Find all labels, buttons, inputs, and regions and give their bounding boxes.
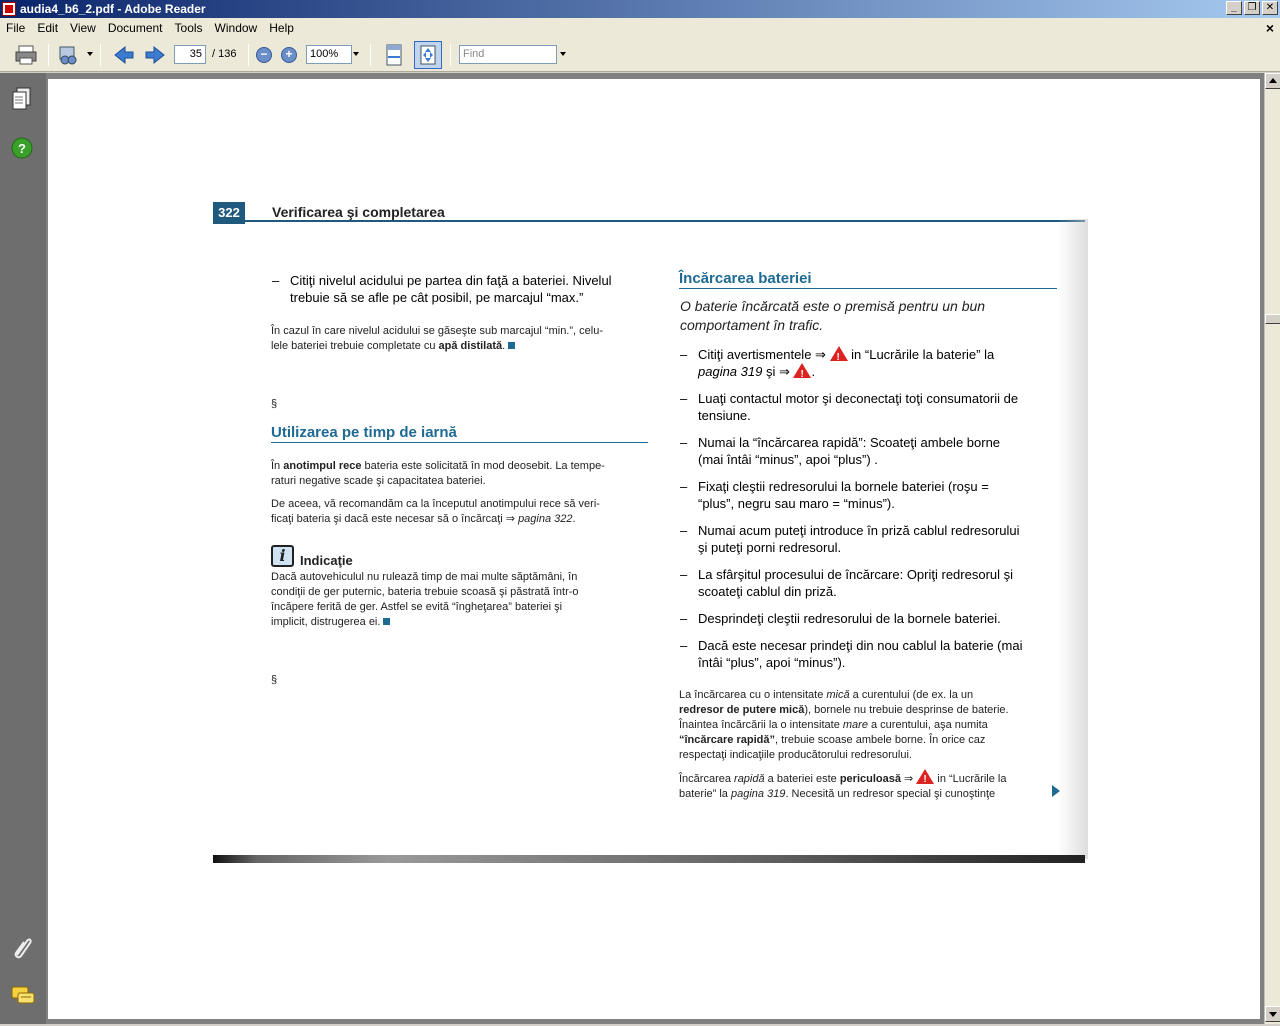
arrow-left-icon (113, 45, 135, 65)
page-bottom-edge (213, 855, 1085, 863)
window-controls (1226, 1, 1278, 15)
pdf-app-icon (2, 2, 16, 16)
page-total-label: / 136 (212, 48, 237, 60)
section-rule (679, 288, 1057, 289)
chevron-down-icon[interactable] (560, 52, 566, 56)
vertical-scrollbar[interactable] (1264, 73, 1280, 1024)
close-document-button[interactable]: × (1265, 20, 1274, 36)
scroll-down-button[interactable] (1265, 1006, 1280, 1022)
warning-icon (916, 769, 934, 784)
find-input[interactable]: Find (459, 45, 557, 64)
paragraph: În anotimpul rece bateria este solicitată în mod deosebit. La tempe- raturi negative scade şi capacitatea bateriei. (271, 460, 605, 487)
menu-help[interactable]: Help (269, 21, 294, 35)
paragraph: De aceea, vă recomandăm ca la începutul anotimpului rece să veri- ficaţi bateria şi dacă este necesar să o încărcaţi ⇒ pagina 322. (271, 498, 600, 525)
section-mark: § (271, 398, 278, 410)
note-title: Indicaţie (300, 553, 353, 568)
end-mark-icon (383, 618, 390, 625)
page-number-input[interactable]: 35 (174, 45, 206, 64)
info-icon: i (271, 545, 294, 567)
fit-width-icon (384, 44, 404, 66)
menu-document[interactable]: Document (107, 21, 163, 35)
menu-window[interactable]: Window (214, 21, 258, 35)
menu-edit[interactable]: Edit (37, 21, 59, 35)
zoom-out-button[interactable] (250, 41, 278, 69)
minimize-button[interactable]: _ (1226, 1, 1242, 15)
binoculars-icon (57, 44, 83, 66)
zoom-level-input[interactable]: 100% (306, 45, 352, 64)
arrow-right-icon (144, 45, 166, 65)
minus-icon: − (256, 47, 272, 63)
svg-text:?: ? (18, 141, 26, 156)
navigation-panel (0, 73, 46, 1024)
section-title-charging: Încărcarea bateriei (679, 270, 812, 287)
scroll-up-button[interactable] (1265, 73, 1280, 89)
pages-icon[interactable] (11, 87, 33, 109)
print-button[interactable] (12, 41, 40, 69)
section-mark: § (271, 674, 278, 686)
close-window-button[interactable]: ✕ (1262, 1, 1278, 15)
paragraph: În cazul în care nivelul acidului se găseşte sub marcajul “min.”, celu- lele bateriei trebuie completate cu apă distilată. (271, 325, 603, 352)
fit-page-button[interactable] (414, 41, 442, 69)
zoom-in-button[interactable] (275, 41, 303, 69)
warning-icon (793, 363, 811, 378)
printer-icon (15, 45, 37, 65)
section-rule (271, 442, 648, 443)
paragraph: La încărcarea cu o intensitate mică a curentului (de ex. la un redresor de putere mică), bornele nu trebuie desprinse de baterie. Înaintea încărcării la o intensitate mare a curentului, aşa numita “încărcare rapidă”, trebuie scoase ambele borne. În orice caz respectaţi indicaţiile producătorului redresorului. (679, 689, 1009, 761)
search-tool-button[interactable] (56, 41, 84, 69)
attachments-icon[interactable] (11, 935, 33, 957)
menu-file[interactable]: File (6, 21, 26, 35)
chapter-title: Verificarea şi completarea (272, 204, 445, 220)
page-number-badge: 322 (213, 202, 245, 224)
fit-width-button[interactable] (380, 41, 408, 69)
comments-icon[interactable] (11, 985, 33, 1007)
toolbar (0, 38, 1280, 72)
pdf-page: 322 Verificarea şi completarea – Citiţi nivelul acidului pe partea din faţă a bateriei. Nivelul trebuie să se afle pe cât posibil, pe marcajul “max.” În cazul în care nivelul acidului se găseşte sub marcajul “min.”, celu- lele bateriei trebuie completate cu apă distilată. § Utilizarea pe timp de iarnă În anotimpul rece bateria este solicitată în mod deosebit. La tempe- raturi negative scade şi capacitatea bateriei. De aceea, vă recomandăm ca la începutul anotimpului rece să veri- ficaţi bateria şi dacă este necesar să o încărcaţi ⇒ pagina 322. i Indicaţie Dacă autovehiculul nu rulează timp de mai multe săptămâni, în condiţii de ger puternic, bateria trebuie scoasă şi păstrată într-o încăpere ferită de ger. Astfel se evită “îngheţarea” bateriei şi implicit, distrugerea ei. § Încărcarea bateriei O baterie încărcată este o premisă pentru un bun comportament în trafic. – Citiţi avertismentele ⇒ ! in “Lucrările la baterie” la pagina 319 şi ⇒ !. – Luaţi contactul motor şi deconectaţi toţi consumatorii de tensiune. – Numai la “încărcarea rapidă”: Scoateţi ambele borne (mai întâi “minus”, apoi “plus”) . – Fixaţi cleştii redresorului la bornele bateriei (roşu = “plus”, negru sau maro = “minus”). – Numai acum puteţi introduce în priză cablul redresorului şi puteţi porni redresorul. – La sfârşitul procesului de încărcare: Opriţi redresorul şi scoateţi cablul din priză. – Desprindeţi cleştii redresorului de la bornele bateriei. – Dacă este necesar prindeţi din nou cablul la baterie (mai întâi “plus”, apoi “minus”). La încărcarea cu o intensitate mică a curentului (de ex. la un redresor de putere mică), bornele nu trebuie desprinse de baterie. Înaintea încărcării la o intensitate mare a curentului, aşa numita “încărcare rapidă”, trebuie scoase ambele borne. În orice caz respectaţi indicaţiile producătorului redresorului. Încărcarea rapidă a bateriei este periculoasă ⇒ ! in “Lucrările la baterie” la pagina 319. Necesită un redresor special şi cunoştinţe (48, 79, 1260, 1019)
note-paragraph: Dacă autovehiculul nu rulează timp de mai multe săptămâni, în condiţii de ger puternic, bateria trebuie scoasă şi păstrată într-o încăpere ferită de ger. Astfel se evită “îngheţarea” bateriei şi implicit, distrugerea ei. (271, 571, 579, 628)
restore-button[interactable]: ❐ (1244, 1, 1260, 15)
window-title: audia4_b6_2.pdf - Adobe Reader (20, 2, 206, 16)
scroll-thumb[interactable] (1265, 314, 1280, 324)
chevron-down-icon[interactable] (87, 52, 93, 56)
intro-text: O baterie încărcată este o premisă pentru un bun comportament în trafic. (680, 298, 986, 333)
help-icon[interactable] (11, 137, 33, 159)
title-bar (0, 0, 1280, 18)
page-curl-shadow (1058, 219, 1088, 859)
menu-view[interactable]: View (70, 21, 96, 35)
document-viewport[interactable] (46, 73, 1264, 1024)
fit-page-icon (418, 44, 438, 66)
section-title-winter: Utilizarea pe timp de iarnă (271, 424, 457, 441)
previous-page-button[interactable] (110, 41, 138, 69)
menu-bar (0, 18, 1280, 38)
menu-tools[interactable]: Tools (174, 21, 203, 35)
header-rule (213, 220, 1085, 222)
next-page-button[interactable] (141, 41, 169, 69)
warning-icon (830, 346, 848, 361)
end-mark-icon (508, 342, 515, 349)
chevron-down-icon[interactable] (353, 52, 359, 56)
paragraph: Încărcarea rapidă a bateriei este periculoasă ⇒ ! in “Lucrările la baterie” la pagina 319. Necesită un redresor special şi cunoştinţe (679, 769, 1059, 802)
plus-icon: + (281, 47, 297, 63)
